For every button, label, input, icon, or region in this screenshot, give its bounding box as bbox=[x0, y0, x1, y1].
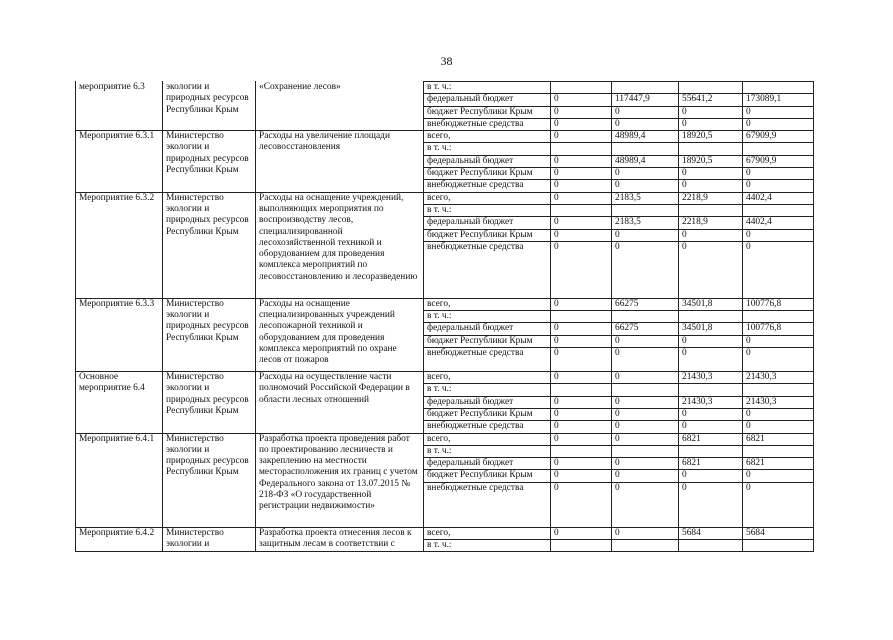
amount-cell: 0 bbox=[551, 421, 612, 433]
amount-cell: 0 bbox=[612, 335, 679, 347]
amount-cell: 34501,8 bbox=[679, 298, 743, 310]
amount-cell: 0 bbox=[612, 482, 679, 527]
executor: Министерство экологии и bbox=[163, 527, 256, 552]
amount-cell: 0 bbox=[612, 527, 679, 539]
amount-cell: 6821 bbox=[743, 433, 814, 445]
table-row bbox=[76, 82, 814, 94]
amount-cell: 2183,5 bbox=[612, 192, 679, 204]
funding-source-label: внебюджетные средства bbox=[424, 180, 551, 192]
funding-source-label: всего, bbox=[424, 372, 551, 384]
amount-cell bbox=[551, 204, 612, 216]
funding-source-label: всего, bbox=[424, 298, 551, 310]
amount-cell bbox=[612, 143, 679, 155]
amount-cell: 0 bbox=[743, 348, 814, 372]
funding-source-label: федеральный бюджет bbox=[424, 396, 551, 408]
funding-source-label: в т. ч.: bbox=[424, 384, 551, 396]
amount-cell: 0 bbox=[551, 396, 612, 408]
amount-cell bbox=[612, 204, 679, 216]
table-row bbox=[76, 131, 814, 143]
amount-cell: 0 bbox=[551, 155, 612, 167]
amount-cell: 100776,8 bbox=[743, 298, 814, 310]
amount-cell: 48989,4 bbox=[612, 131, 679, 143]
amount-cell: 6821 bbox=[679, 458, 743, 470]
funding-source-label: федеральный бюджет bbox=[424, 94, 551, 106]
amount-cell bbox=[743, 445, 814, 457]
amount-cell: 2218,9 bbox=[679, 192, 743, 204]
amount-cell: 2183,5 bbox=[612, 217, 679, 229]
amount-cell: 0 bbox=[743, 241, 814, 298]
amount-cell: 0 bbox=[551, 192, 612, 204]
amount-cell: 0 bbox=[612, 168, 679, 180]
amount-cell: 5684 bbox=[679, 527, 743, 539]
amount-cell: 0 bbox=[551, 217, 612, 229]
activity-description: Расходы на оснащение учреждений, выполняющих мероприятия по воспроизводству лесов, специализированной лесохозяйственной техникой и оборудованием для проведения комплекса мероприятий по лесовосстановлению и лесоразведению bbox=[256, 192, 424, 298]
amount-cell: 0 bbox=[551, 348, 612, 372]
amount-cell: 0 bbox=[551, 131, 612, 143]
funding-source-label: внебюджетные средства bbox=[424, 241, 551, 298]
activity-name: Мероприятие 6.3.1 bbox=[76, 131, 163, 192]
amount-cell: 0 bbox=[551, 106, 612, 118]
amount-cell: 21430,3 bbox=[743, 372, 814, 384]
amount-cell: 0 bbox=[551, 241, 612, 298]
amount-cell: 0 bbox=[743, 470, 814, 482]
amount-cell: 0 bbox=[551, 335, 612, 347]
funding-source-label: бюджет Республики Крым bbox=[424, 470, 551, 482]
amount-cell: 0 bbox=[743, 335, 814, 347]
table-row bbox=[76, 298, 814, 310]
funding-source-label: в т. ч.: bbox=[424, 204, 551, 216]
table-row bbox=[76, 192, 814, 204]
funding-source-label: в т. ч.: bbox=[424, 82, 551, 94]
funding-source-label: в т. ч.: bbox=[424, 540, 551, 552]
amount-cell bbox=[743, 82, 814, 94]
amount-cell: 0 bbox=[551, 94, 612, 106]
amount-cell: 4402,4 bbox=[743, 192, 814, 204]
funding-source-label: федеральный бюджет bbox=[424, 323, 551, 335]
amount-cell bbox=[679, 445, 743, 457]
executor: Министерство экологии и природных ресурсов Республики Крым bbox=[163, 372, 256, 433]
amount-cell: 0 bbox=[612, 106, 679, 118]
amount-cell bbox=[743, 204, 814, 216]
funding-source-label: всего, bbox=[424, 131, 551, 143]
amount-cell: 0 bbox=[679, 421, 743, 433]
amount-cell: 173089,1 bbox=[743, 94, 814, 106]
amount-cell: 0 bbox=[612, 180, 679, 192]
amount-cell: 0 bbox=[743, 168, 814, 180]
activity-description: Расходы на осуществление части полномочий Российской Федерации в области лесных отношений bbox=[256, 372, 424, 433]
program-table bbox=[75, 81, 814, 552]
activity-description: Разработка проекта отнесения лесов к защитным лесам в соответствии с bbox=[256, 527, 424, 552]
activity-description: Расходы на увеличение площади лесовосстановления bbox=[256, 131, 424, 192]
amount-cell: 18920,5 bbox=[679, 155, 743, 167]
amount-cell: 67909,9 bbox=[743, 131, 814, 143]
amount-cell: 0 bbox=[679, 229, 743, 241]
funding-source-label: бюджет Республики Крым bbox=[424, 168, 551, 180]
funding-source-label: бюджет Республики Крым bbox=[424, 408, 551, 420]
table-row bbox=[76, 433, 814, 445]
amount-cell: 0 bbox=[551, 470, 612, 482]
amount-cell: 0 bbox=[612, 118, 679, 130]
funding-source-label: бюджет Республики Крым bbox=[424, 229, 551, 241]
amount-cell: 0 bbox=[551, 372, 612, 384]
amount-cell: 21430,3 bbox=[743, 396, 814, 408]
funding-source-label: бюджет Республики Крым bbox=[424, 106, 551, 118]
funding-source-label: бюджет Республики Крым bbox=[424, 335, 551, 347]
amount-cell: 0 bbox=[743, 180, 814, 192]
amount-cell: 21430,3 bbox=[679, 396, 743, 408]
amount-cell: 0 bbox=[551, 180, 612, 192]
amount-cell: 5684 bbox=[743, 527, 814, 539]
amount-cell: 18920,5 bbox=[679, 131, 743, 143]
executor: экологии и природных ресурсов Республики Крым bbox=[163, 82, 256, 131]
amount-cell bbox=[743, 311, 814, 323]
funding-source-label: внебюджетные средства bbox=[424, 348, 551, 372]
amount-cell: 0 bbox=[551, 118, 612, 130]
amount-cell bbox=[612, 445, 679, 457]
funding-source-label: федеральный бюджет bbox=[424, 217, 551, 229]
amount-cell: 0 bbox=[612, 348, 679, 372]
amount-cell: 0 bbox=[612, 470, 679, 482]
amount-cell: 0 bbox=[743, 118, 814, 130]
amount-cell: 0 bbox=[551, 168, 612, 180]
amount-cell: 0 bbox=[679, 180, 743, 192]
amount-cell: 0 bbox=[743, 421, 814, 433]
amount-cell bbox=[743, 143, 814, 155]
amount-cell: 0 bbox=[679, 470, 743, 482]
amount-cell bbox=[743, 540, 814, 552]
amount-cell: 66275 bbox=[612, 298, 679, 310]
page-number: 38 bbox=[440, 54, 453, 68]
table-row bbox=[76, 372, 814, 384]
executor: Министерство экологии и природных ресурсов Республики Крым bbox=[163, 298, 256, 371]
amount-cell: 0 bbox=[743, 408, 814, 420]
activity-name: Мероприятие 6.3.2 bbox=[76, 192, 163, 298]
amount-cell bbox=[612, 311, 679, 323]
amount-cell: 55641,2 bbox=[679, 94, 743, 106]
amount-cell: 6821 bbox=[679, 433, 743, 445]
amount-cell: 0 bbox=[679, 106, 743, 118]
amount-cell: 0 bbox=[679, 241, 743, 298]
activity-name: Основное мероприятие 6.4 bbox=[76, 372, 163, 433]
amount-cell: 6821 bbox=[743, 458, 814, 470]
executor: Министерство экологии и природных ресурсов Республики Крым bbox=[163, 131, 256, 192]
funding-source-label: в т. ч.: bbox=[424, 143, 551, 155]
funding-source-label: в т. ч.: bbox=[424, 311, 551, 323]
amount-cell: 66275 bbox=[612, 323, 679, 335]
amount-cell: 2218,9 bbox=[679, 217, 743, 229]
amount-cell: 0 bbox=[612, 229, 679, 241]
amount-cell bbox=[612, 384, 679, 396]
amount-cell: 0 bbox=[551, 229, 612, 241]
amount-cell: 0 bbox=[612, 408, 679, 420]
funding-source-label: внебюджетные средства bbox=[424, 482, 551, 527]
amount-cell: 0 bbox=[551, 323, 612, 335]
amount-cell bbox=[551, 445, 612, 457]
amount-cell: 0 bbox=[612, 458, 679, 470]
amount-cell: 0 bbox=[551, 433, 612, 445]
amount-cell bbox=[551, 82, 612, 94]
amount-cell: 0 bbox=[679, 335, 743, 347]
activity-name: Мероприятие 6.4.2 bbox=[76, 527, 163, 552]
amount-cell: 0 bbox=[743, 482, 814, 527]
funding-source-label: в т. ч.: bbox=[424, 445, 551, 457]
amount-cell: 0 bbox=[551, 482, 612, 527]
amount-cell: 0 bbox=[679, 408, 743, 420]
amount-cell: 0 bbox=[551, 527, 612, 539]
amount-cell bbox=[551, 311, 612, 323]
amount-cell: 0 bbox=[679, 118, 743, 130]
amount-cell: 0 bbox=[679, 348, 743, 372]
amount-cell bbox=[679, 204, 743, 216]
executor: Министерство экологии и природных ресурсов Республики Крым bbox=[163, 192, 256, 298]
funding-source-label: всего, bbox=[424, 192, 551, 204]
amount-cell bbox=[612, 540, 679, 552]
amount-cell: 0 bbox=[551, 408, 612, 420]
activity-description: Расходы на оснащение специализированных учреждений лесопожарной техникой и оборудованием для проведения комплекса мероприятий по охране лесов от пожаров bbox=[256, 298, 424, 371]
amount-cell bbox=[551, 540, 612, 552]
amount-cell: 48989,4 bbox=[612, 155, 679, 167]
amount-cell: 34501,8 bbox=[679, 323, 743, 335]
amount-cell: 0 bbox=[612, 433, 679, 445]
amount-cell: 0 bbox=[612, 396, 679, 408]
amount-cell: 0 bbox=[551, 458, 612, 470]
amount-cell: 0 bbox=[551, 298, 612, 310]
amount-cell bbox=[679, 540, 743, 552]
amount-cell: 0 bbox=[612, 372, 679, 384]
activity-name: Мероприятие 6.4.1 bbox=[76, 433, 163, 527]
activity-name: мероприятие 6.3 bbox=[76, 82, 163, 131]
activity-name: Мероприятие 6.3.3 bbox=[76, 298, 163, 371]
amount-cell bbox=[679, 143, 743, 155]
amount-cell bbox=[679, 311, 743, 323]
amount-cell: 0 bbox=[679, 168, 743, 180]
activity-description: «Сохранение лесов» bbox=[256, 82, 424, 131]
table-row bbox=[76, 527, 814, 539]
amount-cell: 21430,3 bbox=[679, 372, 743, 384]
amount-cell bbox=[679, 82, 743, 94]
table-body bbox=[76, 82, 814, 552]
executor: Министерство экологии и природных ресурсов Республики Крым bbox=[163, 433, 256, 527]
amount-cell: 0 bbox=[612, 241, 679, 298]
amount-cell: 0 bbox=[743, 229, 814, 241]
amount-cell: 0 bbox=[743, 106, 814, 118]
amount-cell: 4402,4 bbox=[743, 217, 814, 229]
funding-source-label: всего, bbox=[424, 433, 551, 445]
amount-cell: 117447,9 bbox=[612, 94, 679, 106]
amount-cell bbox=[551, 143, 612, 155]
amount-cell: 0 bbox=[679, 482, 743, 527]
funding-source-label: федеральный бюджет bbox=[424, 458, 551, 470]
amount-cell bbox=[743, 384, 814, 396]
amount-cell bbox=[551, 384, 612, 396]
activity-description: Разработка проекта проведения работ по проектированию лесничеств и закреплению на местности месторасположения их границ с учетом Федерального закона от 13.07.2015 № 218-ФЗ «О государственной регистрации недвижимости» bbox=[256, 433, 424, 527]
amount-cell bbox=[679, 384, 743, 396]
funding-source-label: федеральный бюджет bbox=[424, 155, 551, 167]
amount-cell: 100776,8 bbox=[743, 323, 814, 335]
amount-cell: 0 bbox=[612, 421, 679, 433]
amount-cell bbox=[612, 82, 679, 94]
amount-cell: 67909,9 bbox=[743, 155, 814, 167]
funding-source-label: внебюджетные средства bbox=[424, 118, 551, 130]
funding-source-label: всего, bbox=[424, 527, 551, 539]
funding-source-label: внебюджетные средства bbox=[424, 421, 551, 433]
